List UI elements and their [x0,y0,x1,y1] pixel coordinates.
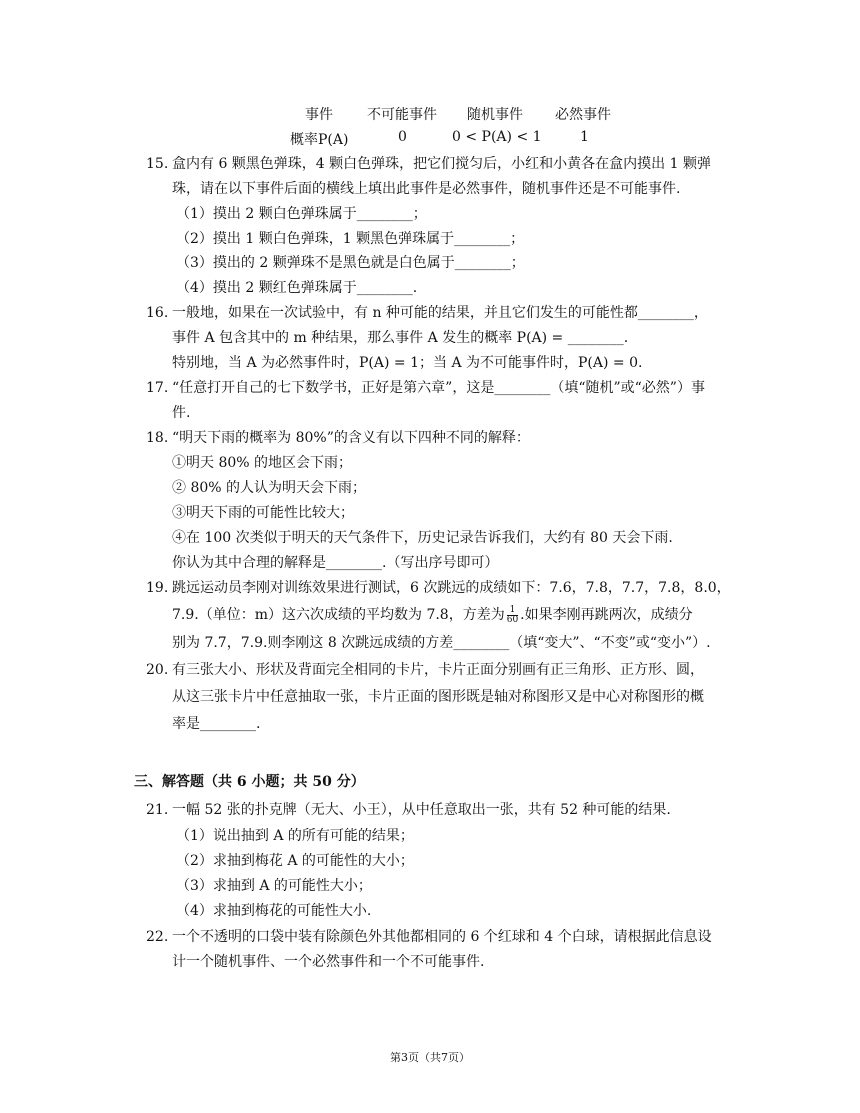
sub-question: （4）摸出 2 颗红色弹珠属于________. [176,280,418,296]
sub-question: （2）摸出 1 颗白色弹珠，1 颗黑色弹珠属于________； [176,231,525,247]
sub-question: （2）求抽到梅花 A 的可能性的大小； [176,853,414,869]
question-text-part: 7.9.（单位：m）这六次成绩的平均数为 7.8，方差为 [172,607,505,623]
sub-question: （3）摸出的 2 颗弹珠不是黑色就是白色属于________； [176,255,525,271]
question-text: 珠，请在以下事件后面的横线上填出此事件是必然事件，随机事件还是不可能事件. [172,181,681,197]
question-text: 一幅 52 张的扑克牌（无大、小王），从中任意取出一张，共有 52 种可能的结果. [172,802,671,818]
question-text [172,605,693,625]
question-number: 15. [146,156,169,172]
question-text: “明天下雨的概率为 80%”的含义有以下四种不同的解释： [172,430,530,446]
question-text: 率是________. [172,716,261,732]
question-text: 一般地，如果在一次试验中，有 n 种可能的结果，并且它们发生的可能性都________， [172,305,708,321]
table-cell: 随机事件 [467,107,523,123]
option-text: ④在 100 次类似于明天的天气条件下，历史记录告诉我们，大约有 80 天会下雨. [172,530,673,546]
sub-question: （4）求抽到梅花的可能性大小. [176,903,372,919]
question-number: 22. [146,929,169,945]
table-cell: 必然事件 [555,107,611,123]
question-text: 件. [172,405,191,421]
question-text: 盒内有 6 颗黑色弹珠，4 颗白色弹珠，把它们搅匀后，小红和小黄各在盒内摸出 1 颗弹 [172,156,711,172]
question-number: 18. [146,430,169,446]
question-text: 跳远运动员李刚对训练效果进行测试，6 次跳远的成绩如下：7.6，7.8，7.7，7.8，8.0， [172,580,731,596]
table-cell: 概率P(A) [290,132,349,148]
page-footer: 第3页（共7页） [390,1051,470,1064]
option-text: ③明天下雨的可能性比较大； [172,505,354,521]
option-text: ①明天 80% 的地区会下雨； [172,455,353,471]
fraction-numerator: 1 [507,606,518,616]
sub-question: （1）摸出 2 颗白色弹珠属于________； [176,206,427,222]
question-text: 你认为其中合理的解释是________.（写出序号即可） [172,555,499,571]
table-cell: 0 < P(A) < 1 [452,129,542,145]
question-number: 17. [146,380,169,396]
table-cell: 0 [398,129,407,145]
sub-question: （3）求抽到 A 的可能性大小； [176,878,372,894]
question-number: 19. [146,580,169,596]
question-text: 一个不透明的口袋中装有除颜色外其他都相同的 6 个红球和 4 个白球，请根据此信息设 [172,929,712,945]
table-cell: 1 [580,129,589,145]
option-text: ② 80% 的人认为明天会下雨； [172,480,367,496]
question-text: 从这三张卡片中任意抽取一张，卡片正面的图形既是轴对称图形又是中心对称图形的概 [172,689,704,705]
question-text: 别为 7.7，7.9.则李刚这 8 次跳远成绩的方差________（填“变大”、“不变”或“变小”）. [172,635,711,651]
question-number: 16. [146,305,169,321]
question-text: 有三张大小、形状及背面完全相同的卡片，卡片正面分别画有正三角形、正方形、圆， [172,662,704,678]
question-number: 21. [146,802,169,818]
sub-question: （1）说出抽到 A 的所有可能的结果； [176,828,414,844]
table-cell: 不可能事件 [367,107,437,123]
question-text: “任意打开自己的七下数学书，正好是第六章”，这是________（填“随机”或“必然”）事 [172,380,705,396]
question-text-part: .如果李刚再跳两次，成绩分 [520,607,693,623]
question-text: 特别地，当 A 为必然事件时，P(A) = 1；当 A 为不可能事件时，P(A) = 0. [172,355,643,371]
question-number: 20. [146,662,169,678]
fraction [507,606,518,625]
section-heading: 三、解答题（共 6 小题；共 50 分） [134,774,365,790]
question-text: 事件 A 包含其中的 m 种结果，那么事件 A 发生的概率 P(A) = ________. [172,330,629,346]
question-text: 计一个随机事件、一个必然事件和一个不可能事件. [172,954,485,970]
table-cell: 事件 [305,107,333,123]
fraction-denominator: 60 [506,614,519,625]
